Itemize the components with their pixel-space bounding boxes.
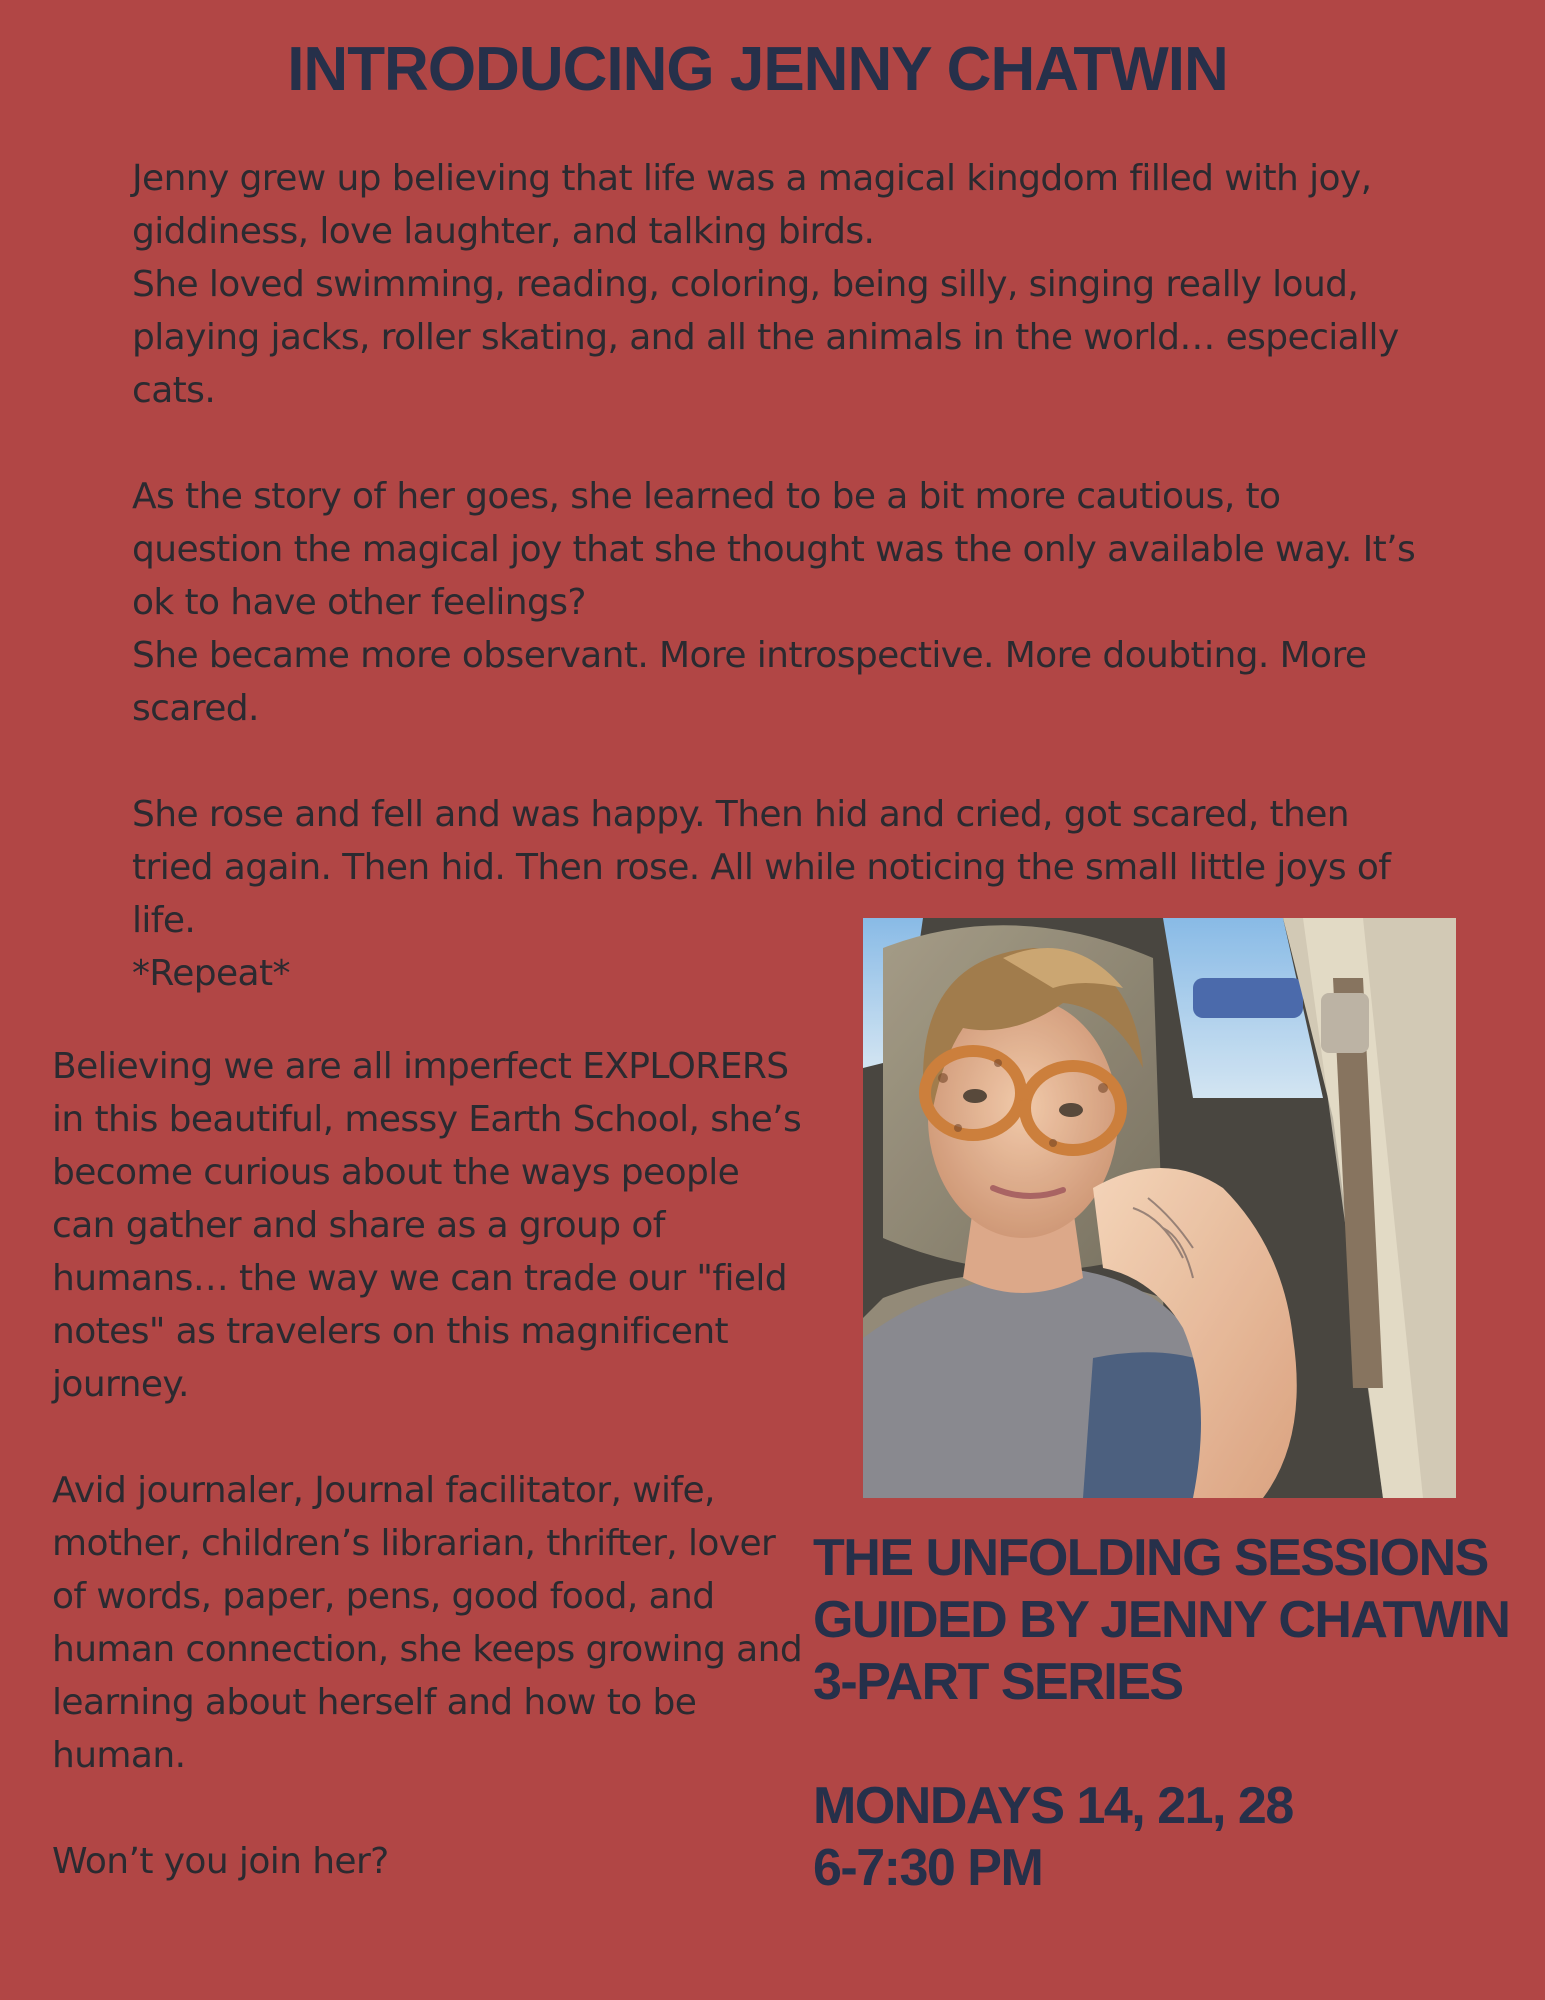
invitation-text: Won’t you join her? — [52, 1841, 389, 1882]
intro-paragraph-3: As the story of her goes, she learned to be a bit more cautious, to question the magical joy that she thought was the only available way. It’s ok to have other feelings? — [132, 476, 1416, 623]
portrait-photo — [863, 918, 1456, 1498]
bio-paragraph-2: Avid journaler, Journal facilitator, wife, mother, children’s librarian, thrifter, lover of words, paper, pens, good food, and human connection, she keeps growing and learning about herself and how to be human. — [52, 1470, 803, 1776]
spacer — [52, 1411, 812, 1464]
sessions-info — [813, 1527, 1533, 1899]
intro-paragraph-4: She became more observant. More introspective. More doubting. More scared. — [132, 635, 1367, 729]
sessions-series: 3-PART SERIES — [813, 1653, 1183, 1711]
intro-paragraph-2: She loved swimming, reading, coloring, being silly, singing really loud, playing jacks, roller skating, and all the animals in the world… especially cats. — [132, 264, 1399, 411]
spacer — [132, 735, 1422, 788]
intro-paragraph-5: She rose and fell and was happy. Then hid and cried, got scared, then tried again. Then hid. Then rose. All while noticing the small little joys of life. — [132, 794, 1391, 941]
bio-paragraph-1: Believing we are all imperfect EXPLORERS in this beautiful, messy Earth School, she’s become curious about the ways people can gather and share as a group of humans… the way we can trade our "field notes" as travelers on this magnificent journey. — [52, 1046, 802, 1405]
spacer — [813, 1713, 1533, 1775]
page-title: INTRODUCING JENNY CHATWIN — [287, 35, 1228, 104]
sessions-time: 6-7:30 PM — [813, 1839, 1043, 1897]
intro-section — [132, 152, 1422, 1000]
sessions-title: THE UNFOLDING SESSIONS GUIDED BY JENNY CHATWIN — [813, 1529, 1510, 1649]
spacer — [52, 1782, 812, 1835]
intro-paragraph-6: *Repeat* — [132, 953, 290, 994]
sessions-dates: MONDAYS 14, 21, 28 — [813, 1777, 1293, 1835]
spacer — [132, 417, 1422, 470]
intro-paragraph-1: Jenny grew up believing that life was a magical kingdom filled with joy, giddiness, love laughter, and talking birds. — [132, 158, 1372, 252]
bio-section — [52, 1040, 812, 1888]
